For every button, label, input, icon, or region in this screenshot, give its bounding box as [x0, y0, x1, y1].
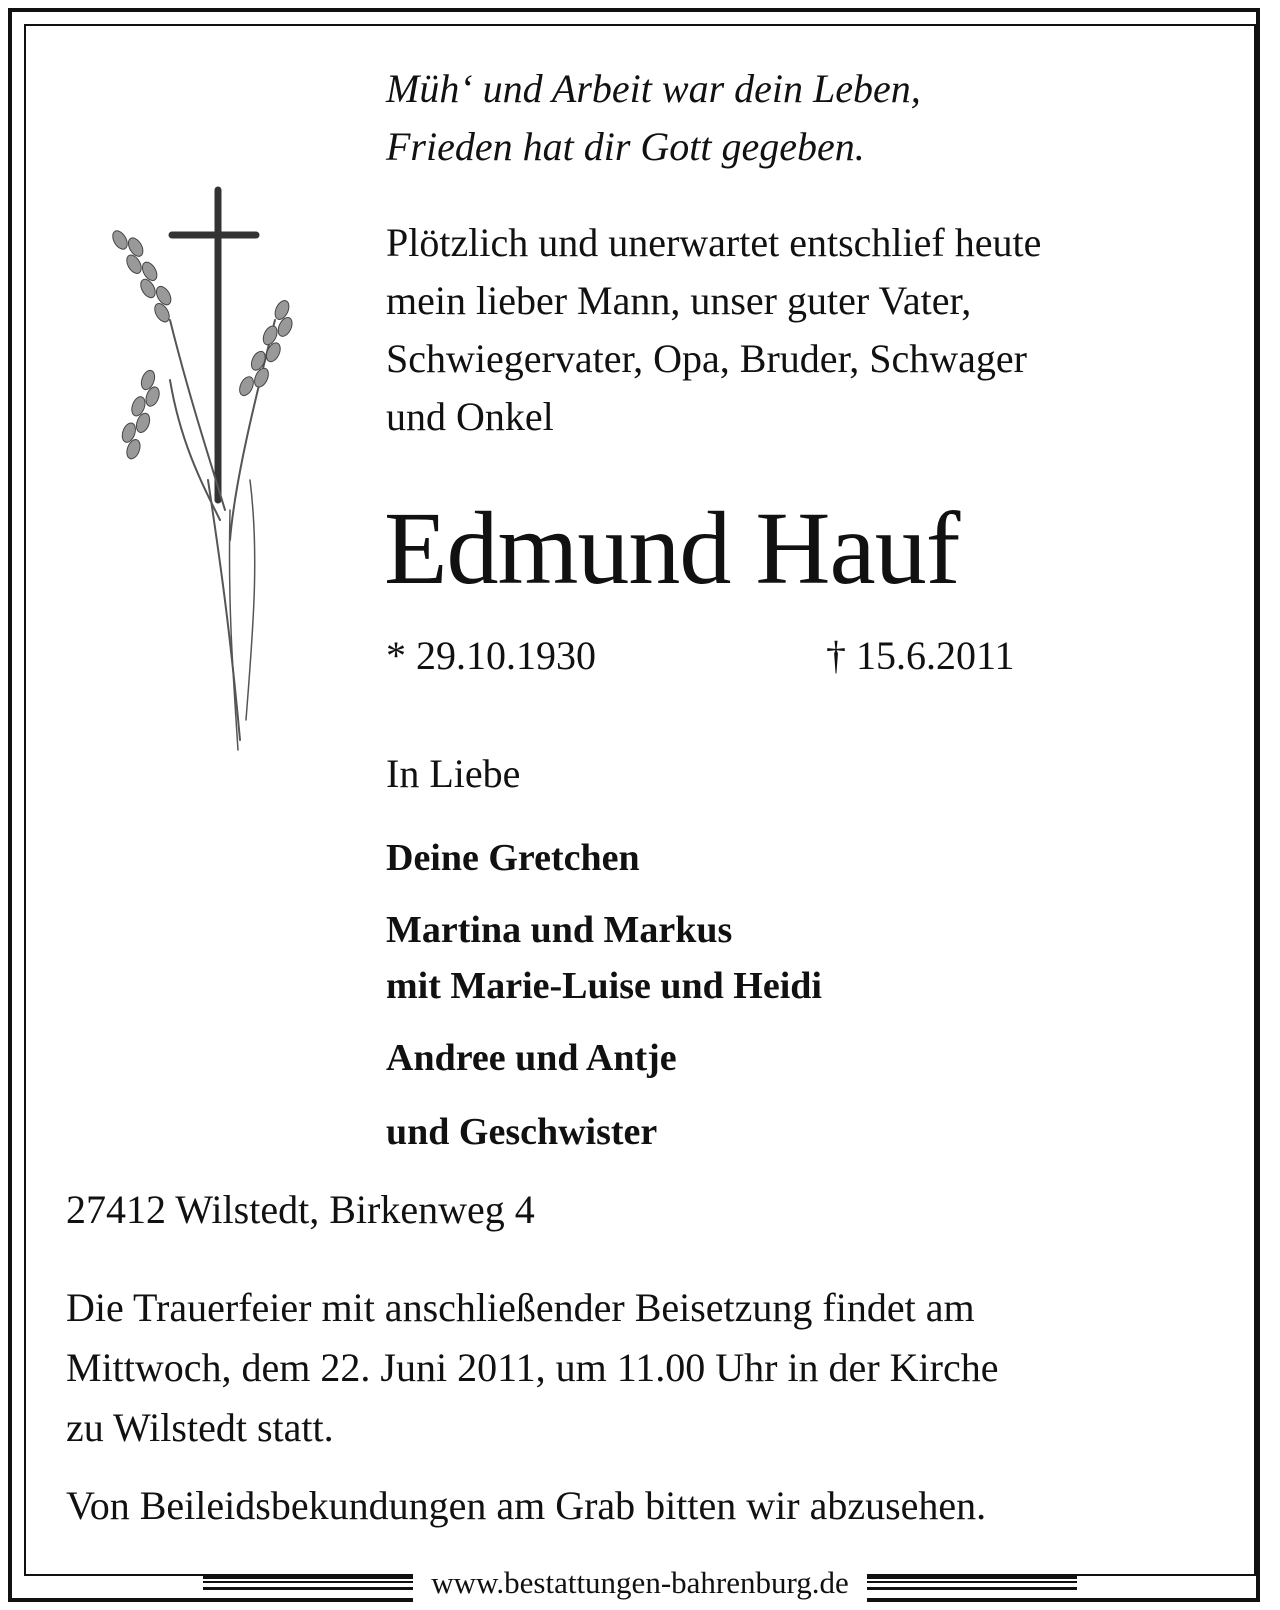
- deceased-name: Edmund Hauf: [384, 491, 960, 606]
- ceremony-line: Mittwoch, dem 22. Juni 2011, um 11.00 Uhr in der Kirche: [66, 1345, 999, 1390]
- intro-line: Schwiegervater, Opa, Bruder, Schwager: [386, 336, 1027, 381]
- ceremony-info: [66, 1278, 998, 1458]
- condolence-request: Von Beileidsbekundungen am Grab bitten wir abzusehen.: [66, 1483, 987, 1528]
- ceremony-line: zu Wilstedt statt.: [66, 1405, 334, 1450]
- mourner-line: Andree und Antje: [386, 1037, 677, 1079]
- motto-verse: [386, 60, 921, 176]
- mourner-line: und Geschwister: [386, 1111, 658, 1153]
- footer-rule-right: [867, 1576, 1077, 1590]
- mourner-group: [386, 902, 822, 1014]
- motto-line: Frieden hat dir Gott gegeben.: [386, 124, 865, 169]
- intro-line: und Onkel: [386, 394, 554, 439]
- mourner-group: [386, 1104, 822, 1160]
- announcement-intro: [386, 214, 1041, 446]
- footer: [0, 1563, 1280, 1603]
- family-address: 27412 Wilstedt, Birkenweg 4: [66, 1187, 535, 1232]
- cross-with-wheat-icon: [60, 180, 320, 760]
- footer-url-link[interactable]: www.bestattungen-bahrenburg.de: [413, 1563, 867, 1603]
- ceremony-line: Die Trauerfeier mit anschließender Beisetzung findet am: [66, 1285, 975, 1330]
- mourner-line: Martina und Markus: [386, 909, 733, 951]
- motto-line: Müh‘ und Arbeit war dein Leben,: [386, 66, 921, 111]
- footer-rule-left: [203, 1576, 413, 1590]
- birth-date: * 29.10.1930: [386, 633, 596, 678]
- closing-phrase: In Liebe: [386, 751, 521, 796]
- mourner-group: [386, 830, 822, 886]
- mourner-group: [386, 1030, 822, 1086]
- intro-line: Plötzlich und unerwartet entschlief heute: [386, 220, 1042, 265]
- mourner-line: mit Marie-Luise und Heidi: [386, 965, 822, 1007]
- mourners-list: [386, 830, 822, 1176]
- mourner-line: Deine Gretchen: [386, 837, 640, 879]
- intro-line: mein lieber Mann, unser guter Vater,: [386, 278, 972, 323]
- death-date: † 15.6.2011: [826, 633, 1015, 678]
